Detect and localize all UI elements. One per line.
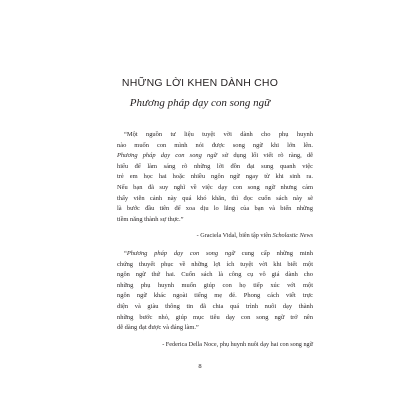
- quote-text: ngôn ngữ thứ hai. Cuốn sách là công cụ vô giá dành cho: [117, 271, 313, 279]
- quote-text: thấy viễn cảnh này quá khó khăn, thì đọc cuốn sách này sẽ: [117, 194, 313, 202]
- quote-text: cung cấp những minh: [234, 250, 313, 257]
- quote-line: [117, 249, 313, 260]
- quote-line: [117, 313, 313, 324]
- testimonial-quote-2: [117, 249, 313, 334]
- quote-text: diện và giàu thông tin đã chia quá trình nuôi dạy thành: [117, 302, 313, 310]
- quote-line: [117, 151, 313, 162]
- quote-text: “: [124, 250, 127, 257]
- quote-text: tiềm năng thành sự thực.”: [117, 215, 184, 223]
- quote-text: Nếu bạn đã suy nghĩ về việc dạy con song ngữ nhưng cảm: [117, 183, 313, 191]
- quote-text: chứng thuyết phục về những lợi ích tuyệt vời khi biết một: [117, 260, 313, 268]
- quote-text: sử dụng lối viết rõ ràng, dễ: [216, 152, 313, 160]
- quote-text: trẻ em học hai hoặc nhiều ngôn ngữ ngay từ khi sinh ra.: [117, 173, 313, 181]
- attribution-publication: Scholastic News: [272, 232, 313, 239]
- quote-line: [117, 291, 313, 302]
- quote-line: [117, 260, 313, 271]
- quote-italic-text: Phương pháp dạy con song ngữ: [117, 152, 217, 160]
- quote-line: [117, 183, 313, 194]
- page-number: 8: [198, 363, 202, 370]
- quote-line: [117, 204, 313, 215]
- quote-text: dễ dàng đạt được và đáng làm.”: [117, 324, 199, 332]
- attribution-author: - Graciela Vidal, biên tập viên: [196, 232, 273, 239]
- quote-line: [117, 162, 313, 173]
- section-heading: NHỮNG LỜI KHEN DÀNH CHO: [121, 77, 279, 89]
- quote-text: là bước đầu tiên để xoa dịu lo lắng của bạn và biến những: [117, 205, 313, 213]
- testimonial-attribution-1: [197, 232, 313, 239]
- quote-line: [117, 281, 313, 292]
- quote-text: hiểu để làm sáng rõ những lời đồn đại sung quanh việc: [117, 162, 313, 170]
- quote-line: [117, 141, 313, 152]
- quote-text: những bước nhỏ, giúp mục tiêu dạy con song ngữ trở nên: [117, 313, 313, 321]
- quote-italic-text: Phương pháp dạy con song ngữ: [126, 250, 235, 257]
- quote-text: “Một nguồn tư liệu tuyệt vời dành cho phụ huynh: [124, 131, 313, 138]
- quote-line: [117, 270, 313, 281]
- testimonial-attribution-2: [162, 341, 313, 348]
- quote-line: [117, 215, 313, 226]
- quote-line: [117, 172, 313, 183]
- book-title-subheading: Phương pháp dạy con song ngữ: [129, 97, 271, 109]
- quote-line: [117, 194, 313, 205]
- testimonial-quote-1: [117, 130, 313, 225]
- attribution-author: - Federica Della Noce, phụ huynh nuôi dạy hai con song ngữ: [162, 341, 313, 348]
- quote-text: những phụ huynh muốn giúp con họ tiếp xúc với một: [117, 281, 313, 289]
- quote-line: [117, 130, 313, 141]
- quote-text: ngôn ngữ khác ngoài tiếng mẹ đẻ. Phong cách viết trực: [117, 292, 313, 300]
- quote-line: [117, 323, 313, 334]
- quote-line: [117, 302, 313, 313]
- quote-text: nào muốn con mình nói được song ngữ khi lớn lên.: [117, 141, 313, 149]
